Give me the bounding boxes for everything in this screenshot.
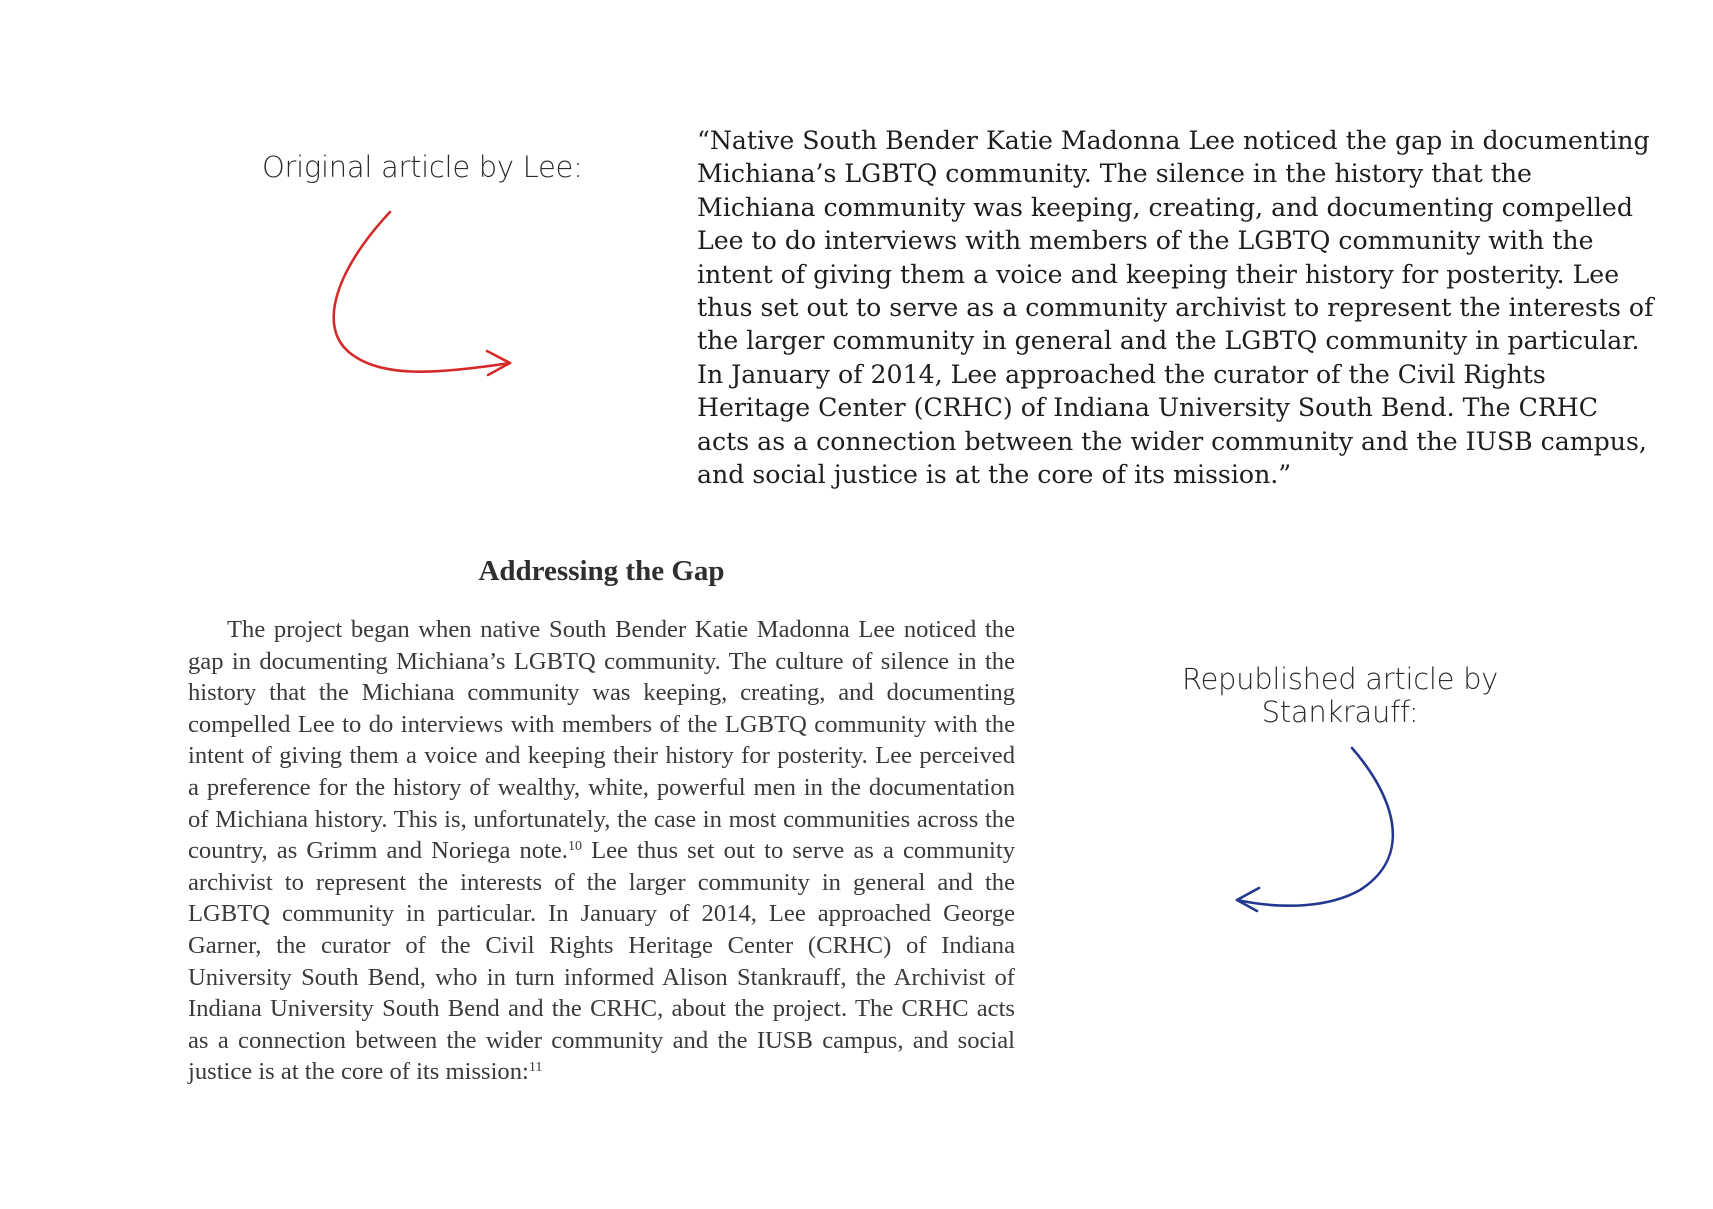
red-curved-arrow-icon [320,205,520,395]
excerpt-text-part-1: The project began when native South Bender Katie Madonna Lee noticed the gap in documenting Michiana’s LGBTQ community. The culture of silence in the history that the Michiana community was keeping, creating, and documenting compelled Lee to do interviews with members of the LGBTQ community with the intent of giving them a voice and keeping their history for posterity. Lee perceived a preference for the history of wealthy, white, powerful men in the documentation of Michiana history. This is, unfortunately, the case in most communities across the country, as Grimm and Noriega note. [188,616,1015,865]
footnote-marker-11: 11 [528,1060,543,1076]
blue-curved-arrow-icon [1225,745,1425,935]
footnote-marker-10: 10 [567,839,582,855]
original-article-label: Original article by Lee: [262,150,583,184]
excerpt-text-part-2: Lee thus set out to serve as a community archivist to represent the interests of the larger community in general and the LGBTQ community in particular. In January of 2014, Lee approached George Garner, the curator of the Civil Rights Heritage Center (CRHC) of Indiana University South Bend, who in turn informed Alison Stankrauff, the Archivist of Indiana University South Bend and the CRHC, about the project. The CRHC acts as a connection between the wider community and the IUSB campus, and social justice is at the core of its mission: [188,837,1015,1086]
republished-article-excerpt [188,555,1015,1088]
original-article-quote: “Native South Bender Katie Madonna Lee noticed the gap in documenting Michiana’s LGBTQ community. The silence in the history that the Michiana community was keeping, creating, and documenting compelled Lee to do interviews with members of the LGBTQ community with the intent of giving them a voice and keeping their history for posterity. Lee thus set out to serve as a community archivist to represent the interests of the larger community in general and the LGBTQ community in particular. In January of 2014, Lee approached the curator of the Civil Rights Heritage Center (CRHC) of Indiana University South Bend. The CRHC acts as a connection between the wider community and the IUSB campus, and social justice is at the core of its mission.” [697,126,1654,490]
excerpt-paragraph [188,614,1015,1088]
republished-article-label: Republished article by Stankrauff: [1181,662,1499,729]
excerpt-heading: Addressing the Gap [478,555,725,587]
